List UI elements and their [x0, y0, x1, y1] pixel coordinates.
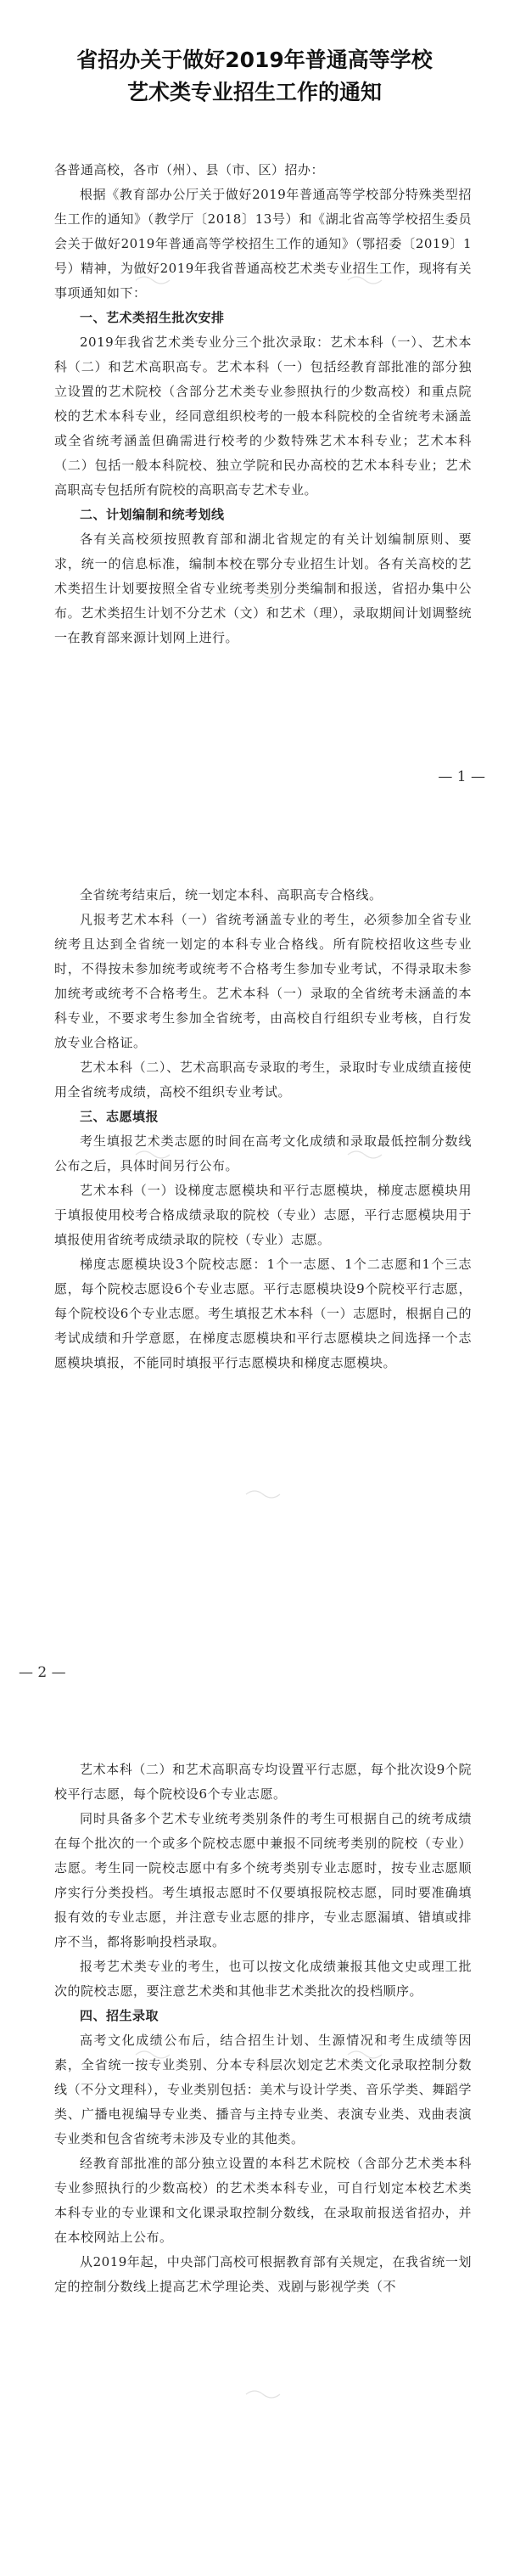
section-2-paragraph-3: 凡报考艺术本科（一）省统考涵盖专业的考生，必须参加全省专业统考且达到全省统一划定的本科专业合格线。所有院校招收这些专业时，不得按未参加统考或统考不合格考生参加专业考试，不得录取未参加统考或统考不合格考生。艺术本科（一）录取的全省统考未涵盖的本科专业，不要求考生参加全省统考，由高校自行组织专业考核，自行发放专业合格证。 — [54, 912, 472, 1050]
section-4-paragraph-3: 从2019年起，中央部门高校可根据教育部有关规定，在我省统一划定的控制分数线上提高艺术学理论类、戏剧与影视学类（不 — [54, 2254, 472, 2294]
section-1-heading: 一、艺术类招生批次安排 — [80, 310, 225, 325]
section-3-paragraph-4: 艺术本科（二）和艺术高职高专均设置平行志愿，每个批次设9个院校平行志愿，每个院校设6个专业志愿。 — [54, 1762, 472, 1802]
section-3-paragraph-3: 梯度志愿模块设3个院校志愿：1个一志愿、1个二志愿和1个三志愿，每个院校志愿设6个专业志愿。平行志愿模块设9个院校平行志愿，每个院校设6个专业志愿。考生填报艺术本科（一）志愿时，根据自己的考试成绩和升学意愿，在梯度志愿模块和平行志愿模块之间选择一个志愿模块填报，不能同时填报平行志愿模块和梯度志愿模块。 — [54, 1257, 472, 1370]
document-page-3 — [0, 1758, 509, 2576]
section-4-paragraph-1: 高考文化成绩公布后，结合招生计划、生源情况和考生成绩等因素，全省统一按专业类别、分本专科层次划定艺术类文化录取控制分数线（不分文理科），专业类别包括：美术与设计学类、音乐学类、舞蹈学类、广播电视编导专业类、播音与主持专业类、表演专业类、戏曲表演专业类和包含省统考未涉及专业的其他类。 — [54, 2033, 472, 2146]
document-title-line-2: 艺术类专业招生工作的通知 — [126, 80, 382, 104]
document-title-line-1: 省招办关于做好2019年普通高等学校 — [76, 48, 433, 72]
section-2-heading: 二、计划编制和统考划线 — [80, 507, 225, 522]
section-4-paragraph-2: 经教育部批准的部分独立设置的本科艺术院校（含部分艺术类本科专业参照执行的少数高校）的艺术类本科专业，可自行划定本校艺术类本科专业的专业课和文化课录取控制分数线，在录取前报送省招办，并在本校网站上公布。 — [54, 2156, 472, 2245]
greeting: 各普通高校，各市（州）、县（市、区）招办： — [54, 162, 325, 177]
page-number-2: — 2 — — [19, 1664, 66, 1681]
section-3-paragraph-2: 艺术本科（一）设梯度志愿模块和平行志愿模块，梯度志愿模块用于填报使用校考合格成绩录取的院校（专业）志愿，平行志愿模块用于填报使用省统考成绩录取的院校（专业）志愿。 — [54, 1183, 472, 1247]
page-1-body — [0, 158, 509, 650]
document-page-1 — [0, 0, 509, 832]
section-1-paragraph: 2019年我省艺术类专业分三个批次录取：艺术本科（一）、艺术本科（二）和艺术高职高专。艺术本科（一）包括经教育部批准的部分独立设置的艺术院校（含部分艺术类专业参照执行的少数高校）和重点院校的艺术本科专业，经同意组织校考的一般本科院校的全省统考未涵盖或全省统考涵盖但确需进行校考的少数特殊艺术本科专业；艺术本科（二）包括一般本科院校、独立学院和民办高校的艺术本科专业；艺术高职高专包括所有院校的高职高专艺术专业。 — [54, 335, 472, 498]
section-2-paragraph-1: 各有关高校须按照教育部和湖北省规定的有关计划编制原则、要求，统一的信息标准，编制本校在鄂分专业招生计划。各有关高校的艺术类招生计划要按照全省专业统考类别分类编制和报送，省招办集中公布。艺术类招生计划不分艺术（文）和艺术（理），录取期间计划调整统一在教育部来源计划网上进行。 — [54, 532, 472, 645]
section-3-paragraph-1: 考生填报艺术类志愿的时间在高考文化成绩和录取最低控制分数线公布之后，具体时间另行公布。 — [54, 1133, 472, 1173]
section-2-paragraph-4: 艺术本科（二）、艺术高职高专录取的考生，录取时专业成绩直接使用全省统考成绩，高校不组织专业考试。 — [54, 1060, 472, 1100]
section-3-paragraph-6: 报考艺术类专业的考生，也可以按文化成绩兼报其他文史或理工批次的院校志愿，要注意艺术类和其他非艺术类批次的投档顺序。 — [54, 1959, 472, 1999]
intro-paragraph: 根据《教育部办公厅关于做好2019年普通高等学校部分特殊类型招生工作的通知》（教学厅〔2018〕13号）和《湖北省高等学校招生委员会关于做好2019年普通高等学校招生工作的通知》（鄂招委〔2019〕1号）精神，为做好2019年我省普通高校艺术类专业招生工作，现将有关事项通知如下： — [54, 187, 472, 301]
section-3-paragraph-5: 同时具备多个艺术专业统考类别条件的考生可根据自己的统考成绩在每个批次的一个或多个院校志愿中兼报不同统考类别的院校（专业）志愿。考生同一院校志愿中有多个统考类别专业志愿时，按专业志愿顺序实行分类投档。考生填报志愿时不仅要填报院校志愿，同时要准确填报有效的专业志愿，并注意专业志愿的排序，专业志愿漏填、错填或排序不当，都将影响投档录取。 — [54, 1811, 472, 1949]
section-3-heading: 三、志愿填报 — [80, 1109, 159, 1124]
document-page-2 — [0, 883, 509, 1732]
page-number-1: — 1 — — [438, 768, 485, 785]
section-4-heading: 四、招生录取 — [80, 2008, 159, 2023]
section-2-paragraph-2: 全省统考结束后，统一划定本科、高职高专合格线。 — [80, 887, 383, 903]
page-3-body — [0, 1758, 509, 2299]
page-2-body — [0, 883, 509, 1375]
